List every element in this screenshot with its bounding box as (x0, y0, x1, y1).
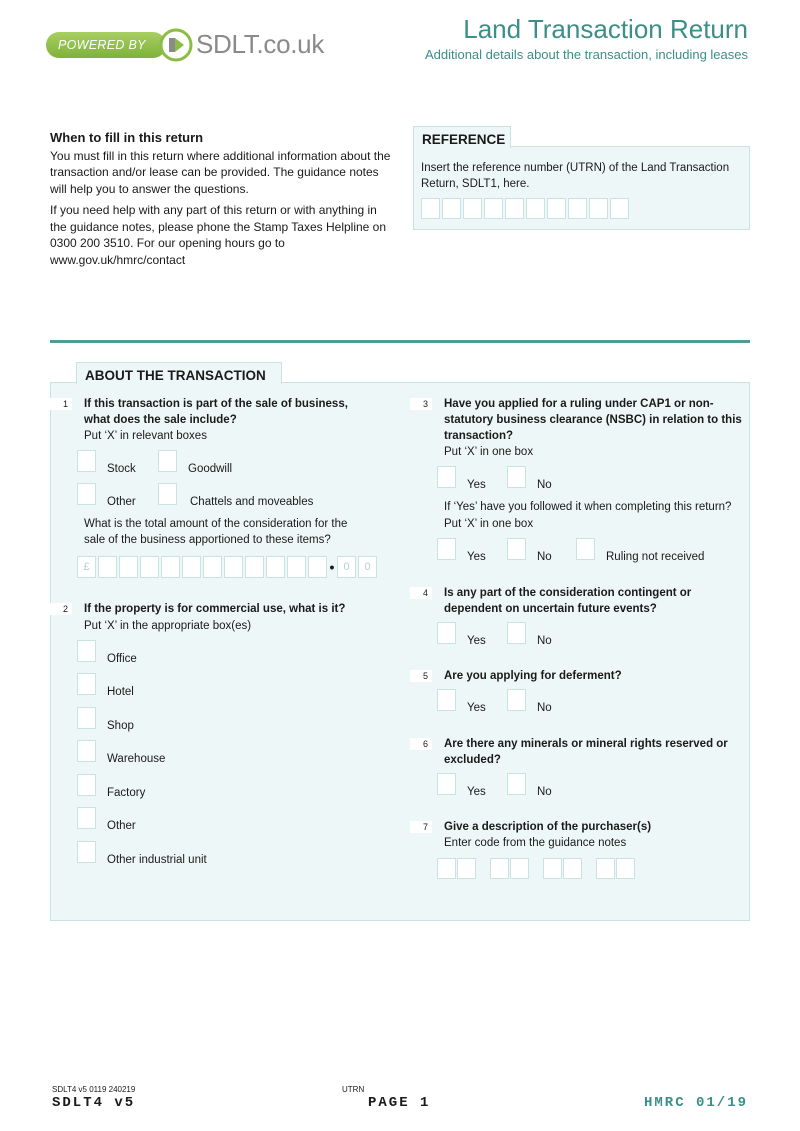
q3-no-label: No (537, 479, 552, 491)
footer-page-number: PAGE 1 (368, 1095, 431, 1111)
q4-title (444, 585, 734, 617)
footer-hmrc-code: HMRC 01/19 (643, 1095, 748, 1111)
q1-title (84, 396, 364, 428)
amount-cell[interactable] (224, 556, 243, 578)
q2-shop-checkbox[interactable] (77, 707, 96, 729)
section-divider (50, 340, 750, 343)
reference-instructions: Insert the reference number (UTRN) of the Land Transaction Return, SDLT1, here. (421, 162, 730, 190)
intro-section (50, 130, 395, 273)
q2-factory-checkbox[interactable] (77, 774, 96, 796)
about-transaction-tab: ABOUT THE TRANSACTION (76, 362, 282, 384)
q5-yes-label: Yes (467, 702, 486, 714)
utrn-cell[interactable] (442, 198, 461, 219)
q2-warehouse-checkbox[interactable] (77, 740, 96, 762)
utrn-cell[interactable] (526, 198, 545, 219)
amount-cell[interactable] (245, 556, 264, 578)
q2-shop-label: Shop (107, 720, 134, 732)
utrn-cell[interactable] (589, 198, 608, 219)
q2-title (84, 601, 384, 617)
amount-cell[interactable] (140, 556, 159, 578)
q5-number: 5 (410, 670, 432, 682)
q7-title-text: Give a description of the purchaser(s) (444, 821, 652, 833)
q7-hint: Enter code from the guidance notes (444, 837, 627, 849)
q3-followed-yes-checkbox[interactable] (437, 538, 456, 560)
q5-title-text: Are you applying for deferment? (444, 670, 622, 682)
amount-cell[interactable] (161, 556, 180, 578)
q4-yes-checkbox[interactable] (437, 622, 456, 644)
q7-title (444, 819, 734, 835)
q3-followed-no-checkbox[interactable] (507, 538, 526, 560)
q1-amount-input[interactable] (77, 556, 377, 578)
q3-followed-no-label: No (537, 551, 552, 563)
q3-hint: Put ‘X’ in one box (444, 446, 534, 458)
q2-office-label: Office (107, 653, 137, 665)
q1-goodwill-checkbox[interactable] (158, 450, 177, 472)
utrn-cell[interactable] (505, 198, 524, 219)
q7-code-input[interactable] (437, 858, 635, 879)
q6-number: 6 (410, 738, 432, 750)
about-transaction-panel (50, 382, 750, 921)
q2-hotel-checkbox[interactable] (77, 673, 96, 695)
q3-not-received-label: Ruling not received (606, 551, 705, 563)
q5-no-checkbox[interactable] (507, 689, 526, 711)
q1-stock-label: Stock (107, 463, 136, 475)
amount-cell[interactable] (98, 556, 117, 578)
utrn-cell[interactable] (484, 198, 503, 219)
q3-followed-yes-label: Yes (467, 551, 486, 563)
q1-number: 1 (50, 398, 72, 410)
q6-title-text: Are there any minerals or mineral rights reserved or excluded? (444, 738, 728, 766)
q3-no-checkbox[interactable] (507, 466, 526, 488)
intro-paragraph-1: You must fill in this return where additional information about the transaction and/or lease can be provided. The guidance notes will help you to answer the questions. (50, 148, 391, 196)
q1-other-label: Other (107, 496, 136, 508)
q6-no-checkbox[interactable] (507, 773, 526, 795)
q6-yes-label: Yes (467, 786, 486, 798)
q2-number: 2 (50, 603, 72, 615)
footer-utrn-label: UTRN (342, 1085, 365, 1094)
q4-title-text: Is any part of the consideration contingent or dependent on uncertain future events? (444, 587, 692, 615)
q1-chattels-checkbox[interactable] (158, 483, 177, 505)
q1-title-text: If this transaction is part of the sale of business, what does the sale include? (84, 398, 348, 426)
decimal-point: • (329, 559, 335, 575)
utrn-cell[interactable] (463, 198, 482, 219)
logo-powered-by: POWERED BY (46, 32, 166, 58)
q5-no-label: No (537, 702, 552, 714)
q6-yes-checkbox[interactable] (437, 773, 456, 795)
q3-yes-label: Yes (467, 479, 486, 491)
amount-cell[interactable] (266, 556, 285, 578)
page-subtitle: Additional details about the transaction, including leases (424, 47, 748, 62)
utrn-cell[interactable] (547, 198, 566, 219)
q1-hint: Put ‘X’ in relevant boxes (84, 430, 207, 442)
q3-follow-hint: Put ‘X’ in one box (444, 518, 534, 530)
q1-amount-question: What is the total amount of the consideration for the sale of the business apportioned to these items? (84, 518, 348, 546)
q2-warehouse-label: Warehouse (107, 753, 166, 765)
q2-hotel-label: Hotel (107, 686, 134, 698)
logo-brand-text: SDLT.co.uk (196, 29, 325, 59)
q2-industrial-checkbox[interactable] (77, 841, 96, 863)
q6-title (444, 736, 734, 768)
q3-title-text: Have you applied for a ruling under CAP1 or non-statutory business clearance (NSBC) in relation to this transaction? (444, 398, 742, 442)
q3-not-received-checkbox[interactable] (576, 538, 595, 560)
q3-title (444, 396, 744, 444)
q2-hint: Put ‘X’ in the appropriate box(es) (84, 620, 252, 632)
code-cell[interactable] (510, 858, 529, 879)
q4-yes-label: Yes (467, 635, 486, 647)
q2-industrial-label: Other industrial unit (107, 854, 207, 866)
q4-number: 4 (410, 587, 432, 599)
q1-other-checkbox[interactable] (77, 483, 96, 505)
reference-tab: REFERENCE (413, 126, 511, 148)
utrn-cell[interactable] (568, 198, 587, 219)
q4-no-checkbox[interactable] (507, 622, 526, 644)
logo-mark-icon (156, 28, 196, 62)
code-cell[interactable] (596, 858, 615, 879)
q3-number: 3 (410, 398, 432, 410)
code-cell[interactable] (457, 858, 476, 879)
footer-version-small: SDLT4 v5 0119 240219 (52, 1085, 136, 1094)
amount-cell[interactable] (119, 556, 138, 578)
pence-cell: 0 (337, 556, 356, 578)
amount-cell[interactable] (182, 556, 201, 578)
code-cell[interactable] (616, 858, 635, 879)
code-cell[interactable] (490, 858, 509, 879)
pence-cell: 0 (358, 556, 377, 578)
q4-no-label: No (537, 635, 552, 647)
q2-factory-label: Factory (107, 787, 146, 799)
q2-other-checkbox[interactable] (77, 807, 96, 829)
utrn-cell[interactable] (610, 198, 629, 219)
code-cell[interactable] (563, 858, 582, 879)
amount-cell[interactable] (308, 556, 327, 578)
intro-paragraph-2: If you need help with any part of this return or with anything in the guidance notes, please phone the Stamp Taxes Helpline on 0300 200 3510. For our opening hours go to www.gov.uk/hmrc/contact (50, 203, 387, 267)
q2-office-checkbox[interactable] (77, 640, 96, 662)
q1-chattels-label: Chattels and moveables (190, 496, 314, 508)
q5-yes-checkbox[interactable] (437, 689, 456, 711)
code-cell[interactable] (543, 858, 562, 879)
q5-title (444, 668, 734, 684)
utrn-input[interactable] (421, 198, 629, 219)
utrn-cell[interactable] (421, 198, 440, 219)
q3-follow-question: If ‘Yes’ have you followed it when completing this return? (444, 501, 732, 513)
amount-cell[interactable] (203, 556, 222, 578)
intro-heading: When to fill in this return (50, 130, 204, 145)
q2-other-label: Other (107, 820, 136, 832)
code-cell[interactable] (437, 858, 456, 879)
q2-title-text: If the property is for commercial use, what is it? (84, 603, 346, 615)
q1-goodwill-label: Goodwill (188, 463, 233, 475)
q3-yes-checkbox[interactable] (437, 466, 456, 488)
page-title: Land Transaction Return (463, 14, 748, 44)
q6-no-label: No (537, 786, 552, 798)
currency-cell: £ (77, 556, 96, 578)
q1-stock-checkbox[interactable] (77, 450, 96, 472)
footer-version: SDLT4 v5 (52, 1095, 136, 1111)
amount-cell[interactable] (287, 556, 306, 578)
sdlt-logo (46, 28, 336, 62)
q7-number: 7 (410, 821, 432, 833)
